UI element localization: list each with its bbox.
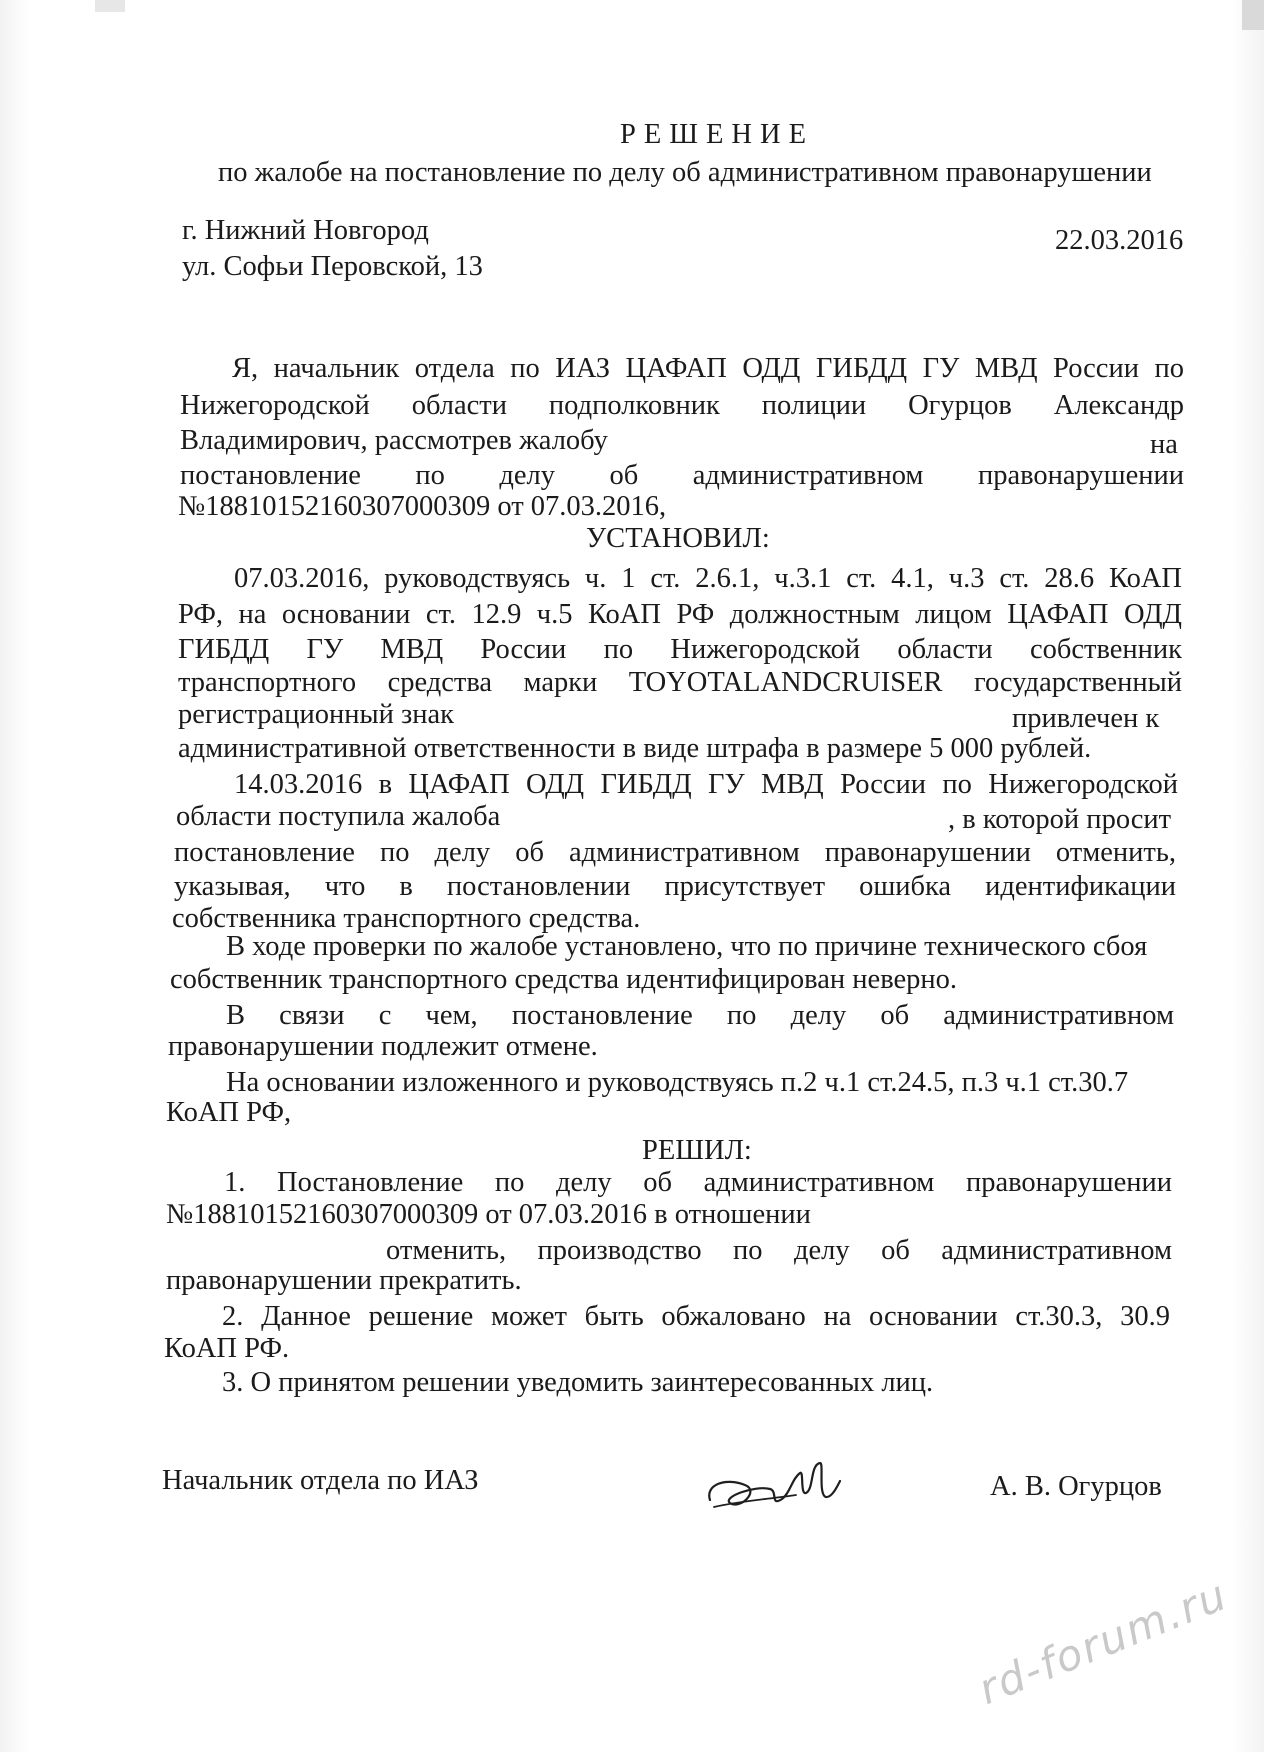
section-heading-established: УСТАНОВИЛ: (586, 523, 770, 554)
established-line: РФ, на основании ст. 12.9 ч.5 КоАП РФ должностным лицом ЦАФАП ОДД (178, 599, 1182, 630)
established-line: 07.03.2016, руководствуясь ч. 1 ст. 2.6.1, ч.3.1 ст. 4.1, ч.3 ст. 28.6 КоАП (234, 563, 1182, 594)
decided-line: отменить, производство по делу об административном (386, 1235, 1172, 1266)
established-line: правонарушении подлежит отмене. (168, 1031, 598, 1062)
established-line: постановление по делу об административном правонарушении отменить, (174, 837, 1176, 868)
signer-position: Начальник отдела по ИАЗ (162, 1465, 479, 1496)
established-line: В связи с чем, постановление по делу об административном (226, 1000, 1174, 1031)
established-line: ГИБДД ГУ МВД России по Нижегородской области собственник (178, 634, 1182, 665)
section-heading-decided: РЕШИЛ: (642, 1135, 752, 1166)
established-line: указывая, что в постановлении присутствует ошибка идентификации (174, 871, 1176, 902)
decided-line: №18810152160307000309 от 07.03.2016 в отношении (166, 1199, 811, 1230)
handwritten-signature (700, 1455, 850, 1525)
established-line: транспортного средства марки TOYOTALANDCRUISER государственный (178, 667, 1182, 698)
decided-line: 3. О принятом решении уведомить заинтересованных лиц. (222, 1367, 934, 1398)
established-line: На основании изложенного и руководствуясь п.2 ч.1 ст.24.5, п.3 ч.1 ст.30.7 (226, 1067, 1129, 1098)
established-line: административной ответственности в виде штрафа в размере 5 000 рублей. (178, 733, 1092, 764)
scan-corner (1242, 0, 1264, 30)
decided-line: 1. Постановление по делу об административном правонарушении (224, 1167, 1172, 1198)
established-line: В ходе проверки по жалобе установлено, что по причине технического сбоя (226, 931, 1148, 962)
intro-line: Нижегородской области подполковник полиции Огурцов Александр (180, 390, 1184, 421)
intro-line: Я, начальник отдела по ИАЗ ЦАФАП ОДД ГИБДД ГУ МВД России по (232, 353, 1184, 384)
document-date: 22.03.2016 (1055, 225, 1184, 256)
established-line: привлечен к (1012, 703, 1160, 734)
established-line: 14.03.2016 в ЦАФАП ОДД ГИБДД ГУ МВД России по Нижегородской (234, 769, 1178, 800)
decided-line: 2. Данное решение может быть обжаловано на основании ст.30.3, 30.9 (222, 1301, 1170, 1332)
established-line: КоАП РФ, (166, 1097, 292, 1128)
intro-line: на (1150, 429, 1178, 460)
city: г. Нижний Новгород (182, 215, 429, 246)
site-watermark: rd-forum.ru (971, 1569, 1235, 1714)
established-line: собственника транспортного средства. (172, 903, 641, 934)
established-line: области поступила жалоба (176, 801, 501, 832)
established-line: регистрационный знак (178, 699, 454, 730)
intro-line: Владимирович, рассмотрев жалобу (180, 425, 608, 456)
intro-line: постановление по делу об административном правонарушении (180, 460, 1184, 491)
established-line: собственник транспортного средства идентифицирован неверно. (170, 964, 958, 995)
signer-name: А. В. Огурцов (990, 1471, 1162, 1502)
address: ул. Софьи Перовской, 13 (182, 251, 483, 282)
scan-corner (95, 0, 125, 12)
decided-line: правонарушении прекратить. (166, 1265, 522, 1296)
document-title: РЕШЕНИЕ (620, 119, 814, 150)
established-line: , в которой просит (948, 804, 1172, 835)
document-subtitle: по жалобе на постановление по делу об административном правонарушении (218, 157, 1152, 188)
decided-line: КоАП РФ. (164, 1333, 290, 1364)
intro-line: №18810152160307000309 от 07.03.2016, (178, 491, 667, 522)
